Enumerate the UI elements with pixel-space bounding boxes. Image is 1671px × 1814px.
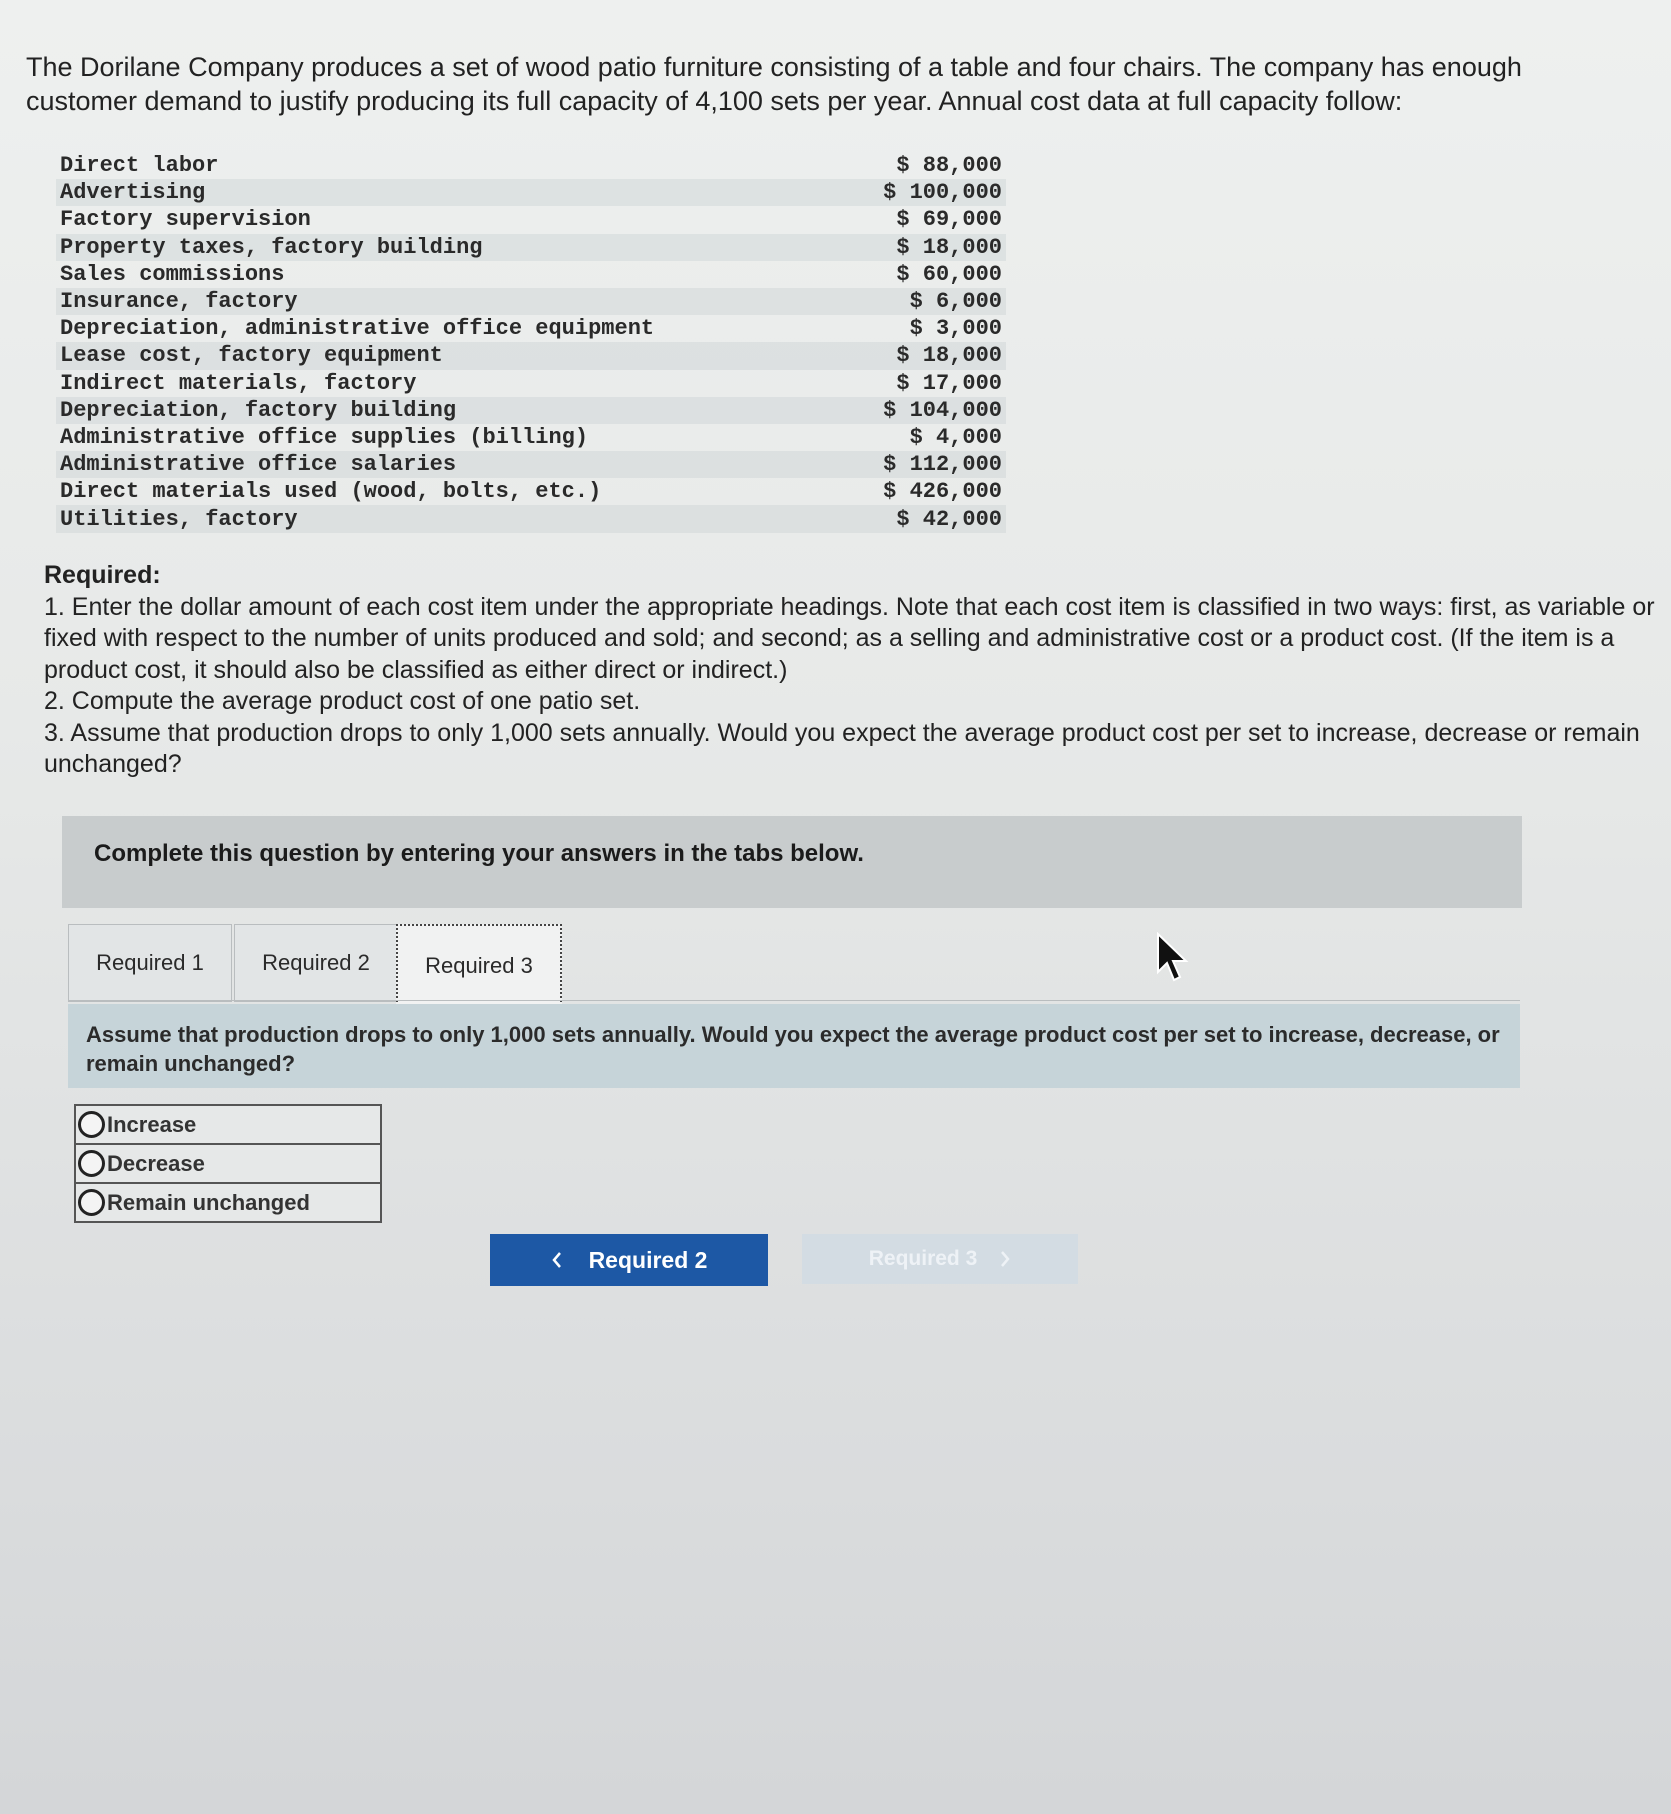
tab-required-2[interactable]: Required 2 <box>234 924 398 1002</box>
table-row <box>56 478 1006 505</box>
cost-amount: $ 69,000 <box>896 207 1002 233</box>
cost-label: Direct labor <box>60 153 219 179</box>
table-row <box>56 288 1006 315</box>
table-row <box>56 179 1006 206</box>
cost-label: Utilities, factory <box>56 505 808 532</box>
cost-label: Direct materials used (wood, bolts, etc.) <box>60 479 602 505</box>
cost-label: Administrative office supplies (billing) <box>60 424 589 450</box>
table-row <box>56 505 1006 532</box>
table-row <box>56 206 1006 233</box>
radio-button-icon[interactable] <box>78 1189 105 1216</box>
cost-label: Advertising <box>56 179 808 206</box>
cost-label: Depreciation, factory building <box>56 397 808 424</box>
required-heading: Required: <box>44 561 161 589</box>
cost-amount: $ 18,000 <box>808 342 1006 369</box>
required-item-3: 3. Assume that production drops to only 1,000 sets annually. Would you expect the average product cost per set to increase, decrease or remain unchanged? <box>44 718 1640 778</box>
option-label: Increase <box>107 1111 197 1137</box>
chevron-right-icon <box>999 1250 1011 1268</box>
tab-divider <box>68 1000 1520 1001</box>
cost-amount: $ 17,000 <box>896 370 1002 396</box>
cost-label: Property taxes, factory building <box>56 234 808 261</box>
cost-amount: $ 426,000 <box>883 479 1002 505</box>
table-row <box>56 261 1006 288</box>
cost-label: Lease cost, factory equipment <box>56 342 808 369</box>
cost-amount: $ 42,000 <box>808 505 1006 532</box>
cost-label: Insurance, factory <box>56 288 808 315</box>
table-row <box>56 397 1006 424</box>
cost-label: Depreciation, administrative office equipment <box>60 316 655 342</box>
cost-amount: $ 3,000 <box>909 316 1002 342</box>
table-row <box>56 152 1006 179</box>
radio-button-icon[interactable] <box>78 1111 105 1138</box>
table-row <box>56 424 1006 451</box>
table-row <box>56 370 1006 397</box>
previous-required-2-button[interactable] <box>490 1234 768 1286</box>
option-label: Remain unchanged <box>107 1189 310 1215</box>
table-row <box>56 451 1006 478</box>
cost-amount: $ 18,000 <box>808 234 1006 261</box>
chevron-left-icon <box>551 1251 563 1269</box>
table-row <box>56 342 1006 369</box>
cost-amount: $ 4,000 <box>909 424 1002 450</box>
instructions-banner <box>62 816 1522 908</box>
option-decrease[interactable] <box>76 1145 380 1184</box>
previous-button-label: Required 2 <box>588 1246 708 1273</box>
cost-data-table <box>56 152 1006 533</box>
required-item-2: 2. Compute the average product cost of one patio set. <box>44 687 641 715</box>
mouse-pointer-icon <box>1156 932 1192 988</box>
tab-required-1[interactable]: Required 1 <box>68 924 232 1002</box>
instructions-text: Complete this question by entering your answers in the tabs below. <box>94 840 864 867</box>
cost-amount: $ 60,000 <box>896 261 1002 287</box>
answer-options <box>74 1104 382 1223</box>
cost-amount: $ 112,000 <box>808 451 1006 478</box>
cost-amount: $ 100,000 <box>808 179 1006 206</box>
option-increase[interactable] <box>76 1106 380 1145</box>
cost-label: Administrative office salaries <box>56 451 808 478</box>
question-text: Assume that production drops to only 1,000 sets annually. Would you expect the average product cost per set to increase, decrease, or remain unchanged? <box>86 1022 1500 1076</box>
next-required-3-button <box>802 1234 1078 1284</box>
cost-amount: $ 88,000 <box>896 153 1002 179</box>
cost-label: Indirect materials, factory <box>60 370 417 396</box>
cost-label: Sales commissions <box>60 261 285 287</box>
problem-intro: The Dorilane Company produces a set of wood patio furniture consisting of a table and four chairs. The company has enough customer demand to justify producing its full capacity of 4,100 sets per year. Annual cost data at full capacity follow: <box>26 52 1522 116</box>
cost-amount: $ 6,000 <box>808 288 1006 315</box>
tab-required-3[interactable]: Required 3 <box>396 924 562 1006</box>
option-remain-unchanged[interactable] <box>76 1184 380 1221</box>
required-section <box>44 560 1671 781</box>
radio-button-icon[interactable] <box>78 1150 105 1177</box>
cost-label: Factory supervision <box>60 207 311 233</box>
next-button-label: Required 3 <box>868 1247 978 1270</box>
table-row <box>56 315 1006 342</box>
cost-amount: $ 104,000 <box>808 397 1006 424</box>
option-label: Decrease <box>107 1150 205 1176</box>
required-item-1: 1. Enter the dollar amount of each cost item under the appropriate headings. Note that each cost item is classified in two ways: first, as variable or fixed with respect to the number of units produced and sold; and second; as a selling and administrative cost or a product cost. (If the item is a product cost, it should also be classified as either direct or indirect.) <box>44 592 1655 684</box>
question-prompt <box>68 1004 1520 1088</box>
table-row <box>56 234 1006 261</box>
